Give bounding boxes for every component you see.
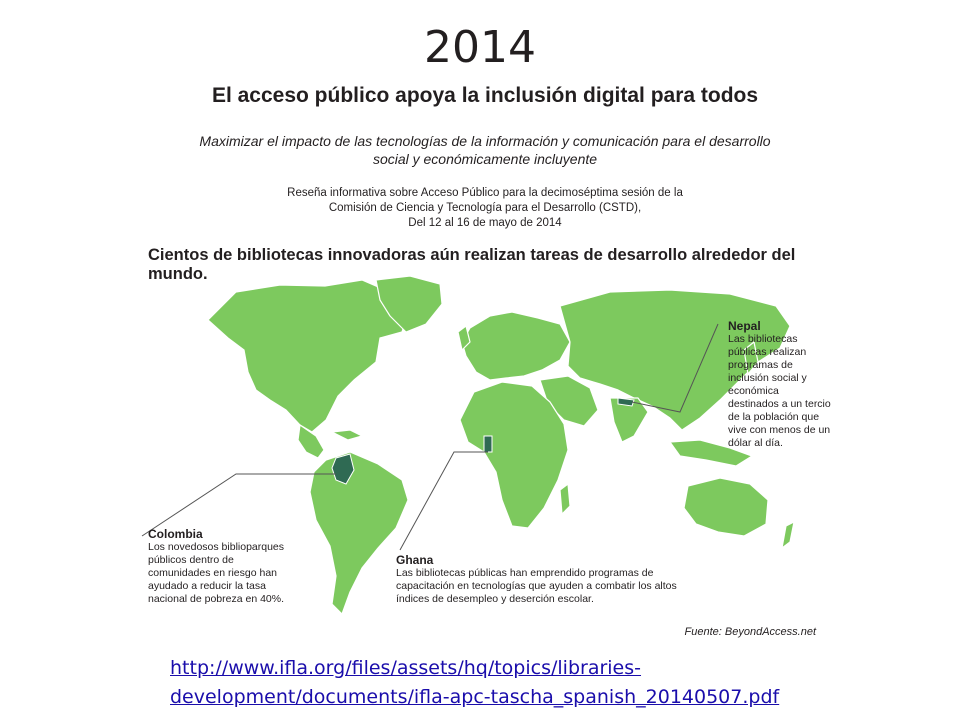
callout-nepal-text: Las bibliotecas públicas realizan programas de inclusión social y económica destinados a un tercio de la población que vive con menos de un dólar al día. (728, 333, 831, 449)
callout-ghana-name: Ghana (396, 553, 434, 567)
brief-line-3: Del 12 al 16 de mayo de 2014 (408, 217, 562, 229)
source-credit: Fuente: BeyondAccess.net (684, 626, 816, 638)
ghana-leader-line (400, 452, 488, 550)
callout-ghana-text: Las bibliotecas públicas han emprendido programas de capacitación en tecnologías que ayuden a combatir los altos índices de desempleo y deserción escolar. (396, 567, 677, 605)
new-zealand-land (782, 522, 794, 548)
callout-colombia-name: Colombia (148, 527, 203, 541)
source-link[interactable] (170, 654, 870, 712)
source-link-line-1[interactable]: http://www.ifla.org/files/assets/hq/topics/libraries- (170, 657, 642, 679)
subtitle-line-1: Maximizar el impacto de las tecnologías de la información y comunicación para el desarrollo (199, 133, 771, 149)
europe-land (462, 312, 570, 380)
document-title: El acceso público apoya la inclusión digital para todos (211, 84, 759, 107)
brief-line-1: Reseña informativa sobre Acceso Público para la decimoséptima sesión de la (287, 187, 683, 199)
south-america-land (310, 452, 408, 614)
document-image (140, 80, 830, 640)
north-america-land (208, 280, 408, 432)
source-link-line-2[interactable]: development/documents/ifla-apc-tascha_spanish_20140507.pdf (170, 686, 780, 708)
callout-nepal-name: Nepal (728, 319, 761, 333)
brief-line-2: Comisión de Ciencia y Tecnología para el Desarrollo (CSTD), (328, 202, 642, 214)
subtitle-line-2: social y económicamente incluyente (372, 151, 598, 167)
ghana-highlight (484, 436, 492, 452)
map-heading: Cientos de bibliotecas innovadoras aún realizan tareas de desarrollo alrededor del mundo. (148, 246, 796, 283)
madagascar-land (560, 484, 570, 514)
slide-title: 2014 (424, 22, 536, 73)
callout-ghana (396, 554, 686, 606)
caribbean-land (332, 430, 362, 440)
callout-colombia (148, 528, 298, 606)
australia-land (684, 478, 768, 536)
callout-colombia-text: Los novedosos biblioparques públicos dentro de comunidades en riesgo han ayudado a reducir la tasa nacional de pobreza en 40%. (148, 541, 285, 605)
africa-land (460, 382, 568, 528)
nepal-highlight (618, 398, 634, 406)
callout-nepal (728, 320, 832, 450)
